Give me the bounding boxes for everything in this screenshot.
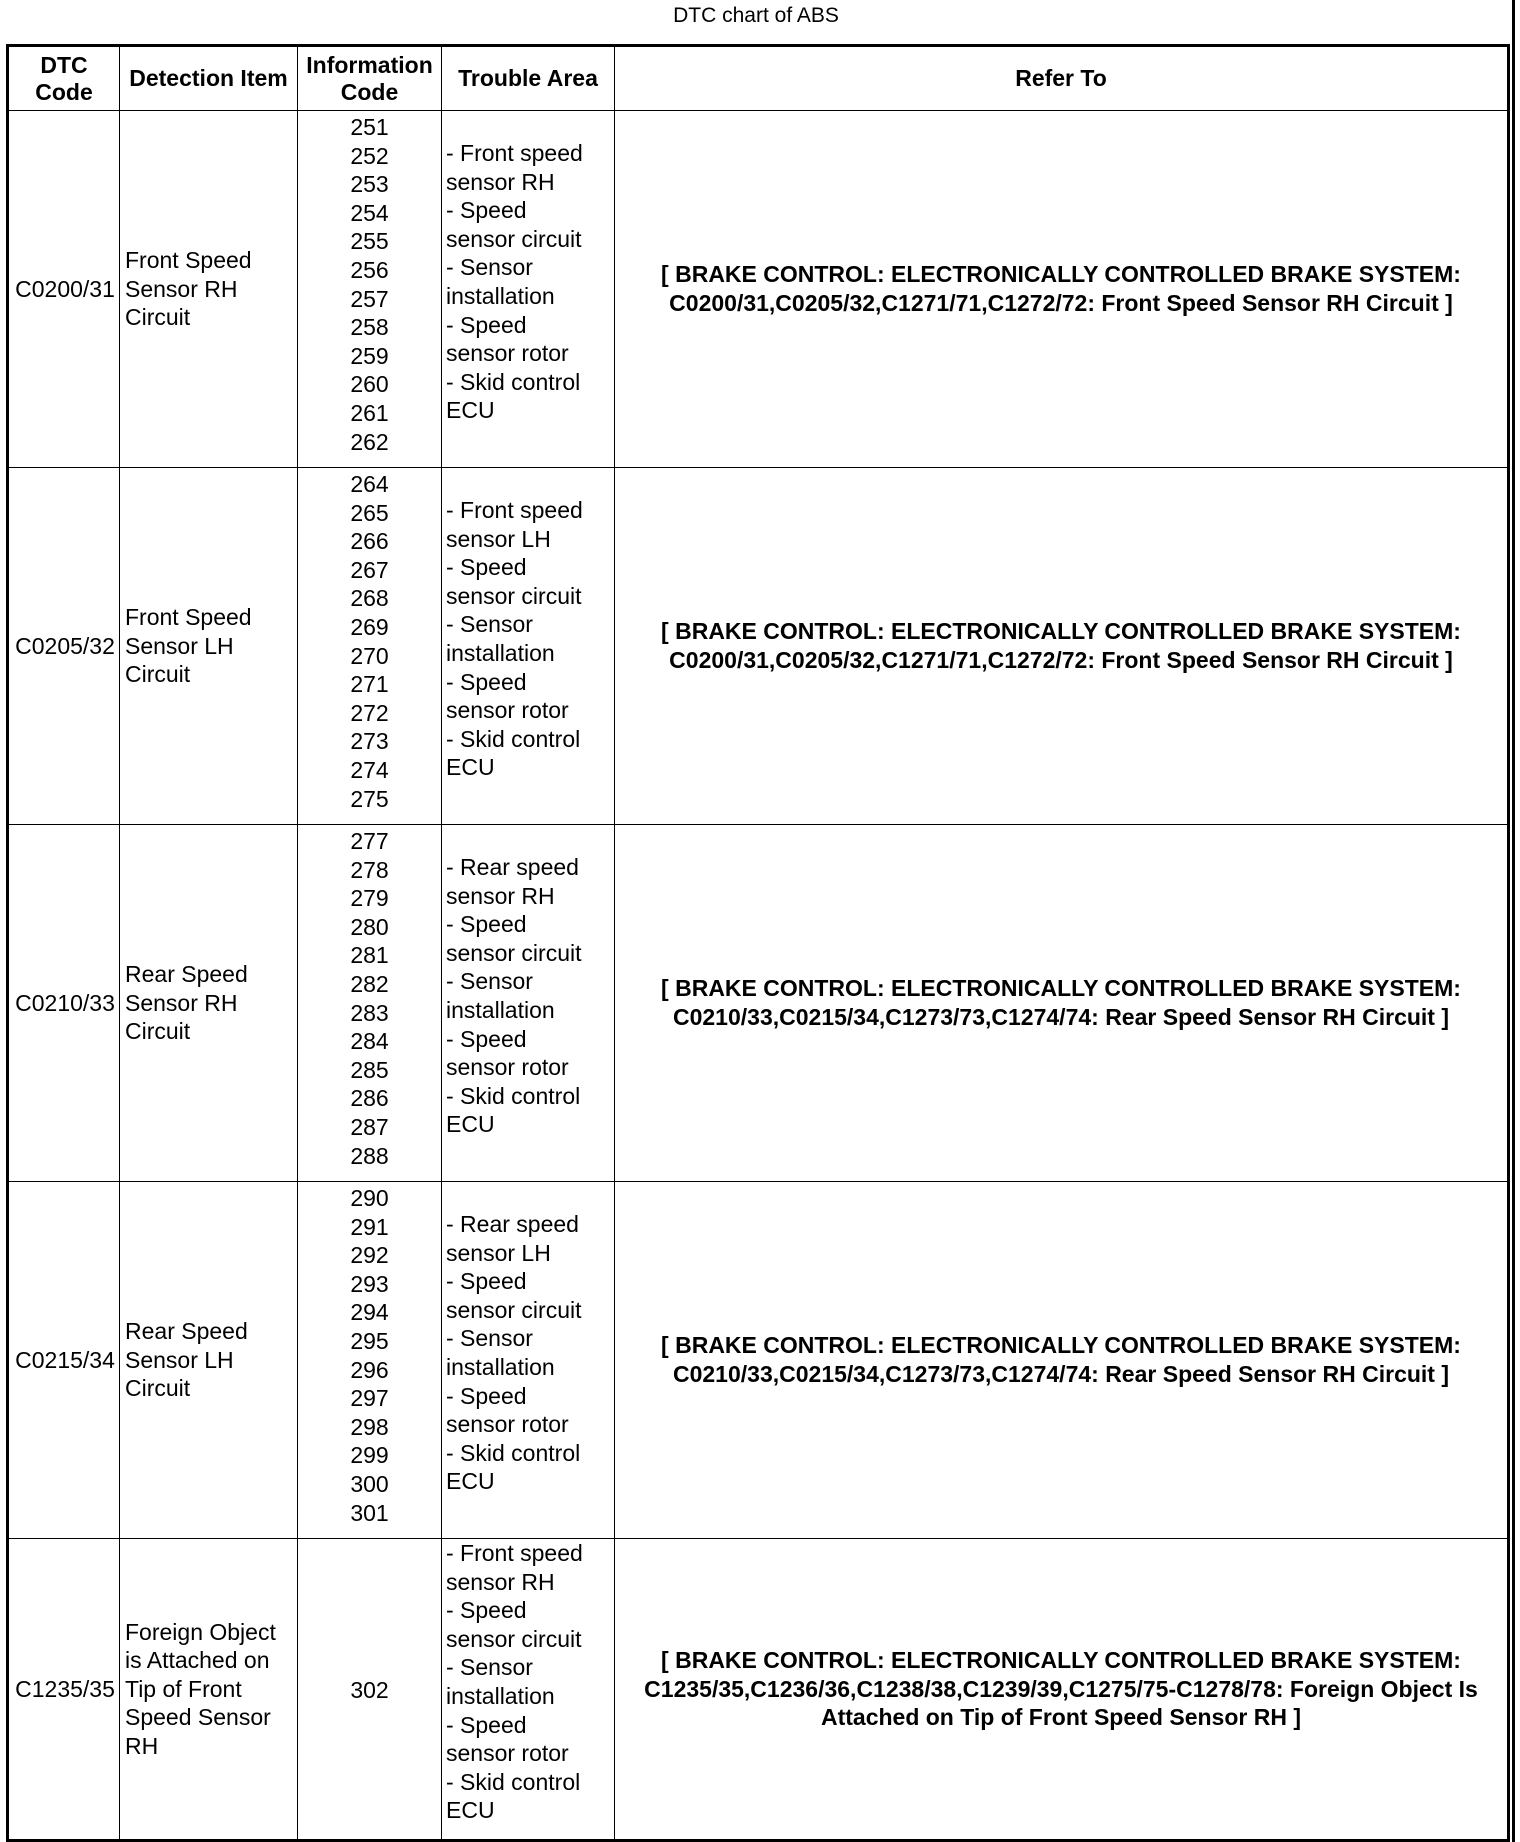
detection-item-line: Tip of Front: [125, 1675, 242, 1702]
detection-item-line: Sensor LH: [125, 632, 234, 659]
trouble-area-cell: [442, 1182, 615, 1539]
information-code: 288: [350, 1142, 389, 1169]
information-code: 302: [350, 1676, 389, 1703]
table-row: [8, 1182, 1509, 1539]
detection-item-line: Rear Speed: [125, 961, 248, 988]
dtc-code-cell: C1235/35: [8, 1539, 120, 1841]
trouble-area-line: sensor circuit: [446, 225, 582, 252]
trouble-area-line: - Skid control: [446, 368, 581, 395]
trouble-area-line: - Speed: [446, 1268, 527, 1295]
information-code: 275: [350, 785, 389, 812]
trouble-area-line: sensor RH: [446, 168, 555, 195]
refer-to-line: Attached on Tip of Front Speed Sensor RH ]: [820, 1704, 1302, 1731]
trouble-area-line: - Skid control: [446, 725, 581, 752]
information-code: 293: [350, 1270, 389, 1297]
dtc-table: [6, 44, 1510, 1842]
trouble-area-line: sensor rotor: [446, 340, 569, 367]
trouble-area-line: sensor circuit: [446, 939, 582, 966]
detection-item-line: Speed Sensor: [125, 1704, 271, 1731]
information-code: 271: [350, 671, 389, 698]
trouble-area-line: ECU: [446, 1111, 495, 1138]
refer-to-line: [ BRAKE CONTROL: ELECTRONICALLY CONTROLLED BRAKE SYSTEM:: [661, 618, 1461, 645]
trouble-area-line: - Skid control: [446, 1082, 581, 1109]
information-code: 287: [350, 1113, 389, 1140]
trouble-area-line: - Speed: [446, 1597, 527, 1624]
dtc-code-cell: C0200/31: [8, 111, 120, 468]
trouble-area-line: - Sensor: [446, 1654, 533, 1681]
refer-to-cell: [615, 468, 1509, 825]
trouble-area-line: - Sensor: [446, 968, 533, 995]
trouble-area-line: sensor rotor: [446, 1054, 569, 1081]
information-code: 299: [350, 1442, 389, 1469]
information-code: 284: [350, 1028, 389, 1055]
header-refer-to: Refer To: [615, 46, 1509, 111]
trouble-area-line: - Sensor: [446, 254, 533, 281]
dtc-code-cell: C0205/32: [8, 468, 120, 825]
table-row: [8, 825, 1509, 1182]
trouble-area-cell: [442, 825, 615, 1182]
detection-item-line: Foreign Object: [125, 1618, 276, 1645]
information-code: 290: [350, 1185, 389, 1211]
information-code: 268: [350, 585, 389, 612]
trouble-area-line: ECU: [446, 754, 495, 781]
table-row: [8, 1539, 1509, 1841]
refer-to-cell: [615, 1182, 1509, 1539]
trouble-area-cell: [442, 111, 615, 468]
detection-item-line: Sensor RH: [125, 989, 238, 1016]
trouble-area-line: sensor rotor: [446, 697, 569, 724]
trouble-area-line: - Speed: [446, 911, 527, 938]
page-border-rule: [1512, 0, 1515, 1842]
information-code: 254: [350, 199, 389, 226]
information-code: 278: [350, 856, 389, 883]
information-code-cell: [298, 825, 442, 1182]
information-code: 291: [350, 1213, 389, 1240]
detection-item-line: is Attached on: [125, 1647, 270, 1674]
dtc-code-cell: C0215/34: [8, 1182, 120, 1539]
header-dtc-code: [8, 46, 120, 111]
trouble-area-line: sensor LH: [446, 525, 551, 552]
detection-item-line: Front Speed: [125, 604, 252, 631]
trouble-area-line: ECU: [446, 397, 495, 424]
trouble-area-line: sensor circuit: [446, 582, 582, 609]
information-code: 264: [350, 471, 389, 497]
trouble-area-line: - Skid control: [446, 1768, 581, 1795]
detection-item-line: Circuit: [125, 304, 191, 331]
information-code: 283: [350, 999, 389, 1026]
information-code: 257: [350, 285, 389, 312]
trouble-area-cell: [442, 1539, 615, 1841]
information-code: 258: [350, 314, 389, 341]
trouble-area-line: - Front speed: [446, 1540, 583, 1566]
header-trouble-area: Trouble Area: [442, 46, 615, 111]
trouble-area-line: - Rear speed: [446, 1211, 579, 1237]
information-code: 298: [350, 1413, 389, 1440]
trouble-area-line: sensor rotor: [446, 1411, 569, 1438]
information-code: 292: [350, 1242, 389, 1269]
document-title: DTC chart of ABS: [673, 4, 839, 27]
information-code: 252: [350, 142, 389, 169]
detection-item-cell: [120, 111, 298, 468]
detection-item-line: RH: [125, 1732, 159, 1759]
trouble-area-line: installation: [446, 1682, 555, 1709]
table-row: [8, 468, 1509, 825]
information-code: 294: [350, 1299, 389, 1326]
information-code: 260: [350, 371, 389, 398]
information-code: 282: [350, 970, 389, 997]
table-row: [8, 111, 1509, 468]
information-code: 265: [350, 499, 389, 526]
information-code: 297: [350, 1385, 389, 1412]
refer-to-line: [ BRAKE CONTROL: ELECTRONICALLY CONTROLLED BRAKE SYSTEM:: [661, 1647, 1461, 1674]
trouble-area-line: ECU: [446, 1468, 495, 1495]
trouble-area-line: - Speed: [446, 1711, 527, 1738]
information-code: 295: [350, 1327, 389, 1354]
trouble-area-line: sensor circuit: [446, 1296, 582, 1323]
header-information-code-line2: Code: [340, 78, 399, 105]
information-code: 296: [350, 1356, 389, 1383]
detection-item-line: Circuit: [125, 661, 191, 688]
refer-to-line: C0200/31,C0205/32,C1271/71,C1272/72: Front Speed Sensor RH Circuit ]: [669, 647, 1453, 673]
refer-to-line: [ BRAKE CONTROL: ELECTRONICALLY CONTROLLED BRAKE SYSTEM:: [661, 1332, 1461, 1359]
refer-to-line: [ BRAKE CONTROL: ELECTRONICALLY CONTROLLED BRAKE SYSTEM:: [661, 975, 1461, 1002]
information-code: 261: [350, 399, 389, 426]
detection-item-cell: [120, 468, 298, 825]
information-code: 279: [350, 885, 389, 912]
detection-item-line: Rear Speed: [125, 1318, 248, 1345]
trouble-area-line: - Skid control: [446, 1439, 581, 1466]
trouble-area-line: - Speed: [446, 668, 527, 695]
header-row: [8, 46, 1509, 111]
refer-to-line: C0210/33,C0215/34,C1273/73,C1274/74: Rear Speed Sensor RH Circuit ]: [672, 1004, 1450, 1030]
header-dtc-code-line1: DTC: [40, 51, 88, 78]
detection-item-cell: [120, 1182, 298, 1539]
information-code: 300: [350, 1470, 389, 1497]
trouble-area-line: - Speed: [446, 311, 527, 338]
information-code: 286: [350, 1085, 389, 1112]
trouble-area-line: - Speed: [446, 1382, 527, 1409]
trouble-area-line: sensor circuit: [446, 1625, 582, 1652]
information-code: 301: [350, 1499, 389, 1526]
trouble-area-line: - Speed: [446, 554, 527, 581]
information-code: 281: [350, 942, 389, 969]
detection-item-line: Sensor LH: [125, 1346, 234, 1373]
trouble-area-line: sensor RH: [446, 1568, 555, 1595]
detection-item-line: Circuit: [125, 1375, 191, 1402]
information-code: 262: [350, 428, 389, 455]
information-code: 274: [350, 756, 389, 783]
information-code: 267: [350, 556, 389, 583]
trouble-area-line: - Speed: [446, 197, 527, 224]
header-information-code-line1: Information: [306, 51, 433, 78]
refer-to-line: C0200/31,C0205/32,C1271/71,C1272/72: Front Speed Sensor RH Circuit ]: [669, 290, 1453, 316]
information-code: 259: [350, 342, 389, 369]
trouble-area-line: - Front speed: [446, 140, 583, 166]
detection-item-cell: [120, 1539, 298, 1841]
trouble-area-line: - Rear speed: [446, 854, 579, 880]
information-code: 270: [350, 642, 389, 669]
header-detection-item: Detection Item: [120, 46, 298, 111]
information-code: 266: [350, 528, 389, 555]
refer-to-cell: [615, 1539, 1509, 1841]
trouble-area-line: - Sensor: [446, 1325, 533, 1352]
refer-to-cell: [615, 825, 1509, 1182]
trouble-area-line: - Sensor: [446, 611, 533, 638]
detection-item-line: Sensor RH: [125, 275, 238, 302]
detection-item-line: Front Speed: [125, 247, 252, 274]
dtc-code-cell: C0210/33: [8, 825, 120, 1182]
information-code-cell: [298, 111, 442, 468]
trouble-area-cell: [442, 468, 615, 825]
trouble-area-line: installation: [446, 639, 555, 666]
information-code-cell: [298, 468, 442, 825]
refer-to-line: C0210/33,C0215/34,C1273/73,C1274/74: Rear Speed Sensor RH Circuit ]: [672, 1361, 1450, 1387]
trouble-area-line: sensor LH: [446, 1239, 551, 1266]
information-code-cell: [298, 1539, 442, 1841]
information-code: 255: [350, 228, 389, 255]
trouble-area-line: sensor RH: [446, 882, 555, 909]
detection-item-cell: [120, 825, 298, 1182]
trouble-area-line: installation: [446, 1353, 555, 1380]
refer-to-cell: [615, 111, 1509, 468]
information-code: 273: [350, 728, 389, 755]
detection-item-line: Circuit: [125, 1018, 191, 1045]
trouble-area-line: - Front speed: [446, 497, 583, 523]
trouble-area-line: ECU: [446, 1797, 495, 1824]
header-dtc-code-line2: Code: [35, 78, 93, 105]
information-code: 256: [350, 256, 389, 283]
information-code: 280: [350, 913, 389, 940]
information-code: 251: [350, 114, 389, 140]
information-code: 285: [350, 1056, 389, 1083]
trouble-area-line: installation: [446, 996, 555, 1023]
refer-to-line: C1235/35,C1236/36,C1238/38,C1239/39,C1275/75-C1278/78: Foreign Object Is: [644, 1675, 1478, 1702]
trouble-area-line: installation: [446, 282, 555, 309]
refer-to-line: [ BRAKE CONTROL: ELECTRONICALLY CONTROLLED BRAKE SYSTEM:: [661, 261, 1461, 288]
trouble-area-line: sensor rotor: [446, 1740, 569, 1767]
information-code: 277: [350, 828, 389, 854]
header-information-code: [298, 46, 442, 111]
information-code: 269: [350, 613, 389, 640]
information-code: 272: [350, 699, 389, 726]
trouble-area-line: - Speed: [446, 1025, 527, 1052]
information-code: 253: [350, 171, 389, 198]
information-code-cell: [298, 1182, 442, 1539]
